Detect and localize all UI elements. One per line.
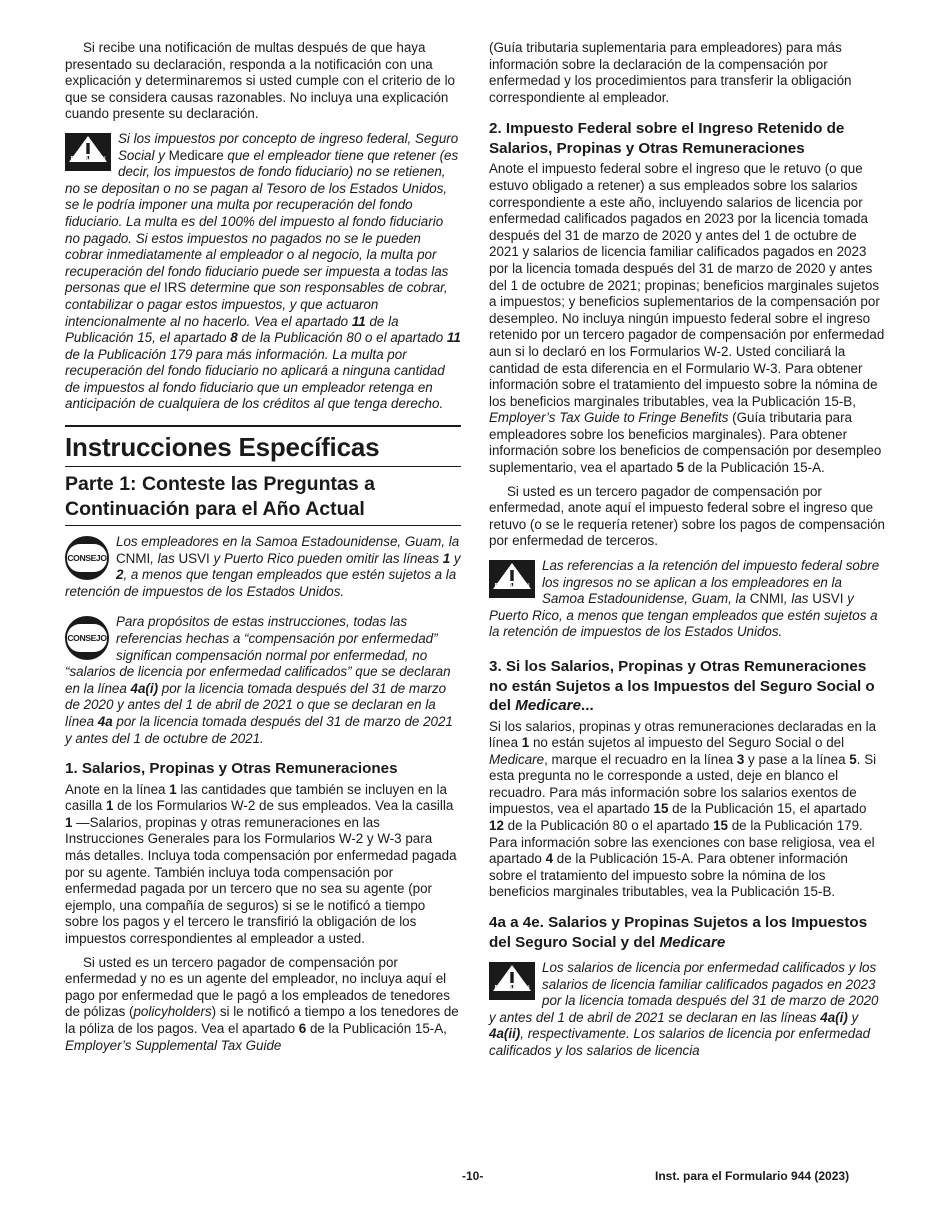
caution-note: PRECAUCIÓN Si los impuestos por concepto de ingreso federal, Seguro Social y Medicare que el empleador tiene que retener (es decir, los impuestos de fondo fiduciario) no se retienen, no se depositan o no se pagan al Tesoro de los Estados Unidos, se le podría imponer una multa por recuperación del fondo fiduciario. La multa es del 100% del impuesto al fondo fiduciario no pagado. Si estos impuestos no pagados no se le pueden cobrar inmediatamente al empleador o al negocio, la multa por recuperación del fondo fiduciario puede ser impuesta a todas las personas que el IRS determine que son responsables de cobrar, contabilizar o pagar estos impuestos, y que actuaron intencionalmente al no hacerlo. Vea el apartado 11 de la Publicación 15, el apartado 8 de la Publicación 80 o el apartado 11 de la Publicación 179 para más información. La multa por recuperación del fondo fiduciario no aplicará a ninguna cantidad de impuestos al fondo fiduciario que un empleador retenga en anticipación de cualquiera de los créditos al que tenga derecho. xyxy=(65,130,461,412)
caution-icon: PRECAUCIÓN xyxy=(489,560,535,598)
paragraph: Anote en la línea 1 las cantidades que también se incluyen en la casilla 1 de los Formularios W-2 de sus empleados. Vea la casilla 1 —Salarios, propinas y otras remuneraciones en las Instrucciones Generales para los Formularios W-2 y W-3 para más detalles. Incluya toda compensación por enfermedad pagada por su agente. También incluya toda compensación por enfermedad pagada por un tercero que no sea su agente (por ejemplo, una compañía de seguros) si se le notificó a tiempo sobre los pagos y el tercero le transfirió la obligación de los impuestos correspondientes al empleador a usted. xyxy=(65,781,457,947)
paragraph: Si usted es un tercero pagador de compensación por enfermedad y no es un agente del empleador, no incluya aquí el pago por enfermedad que le pagó a los empleados de tenedores de pólizas (policyholders) si le notificó a tiempo a los tenedores de la póliza de los pagos. Vea el apartado 6 de la Publicación 15-A, Employer’s Supplemental Tax Guide xyxy=(65,954,459,1053)
divider xyxy=(65,466,461,467)
paragraph: Anote el impuesto federal sobre el ingreso que le retuvo (o que estuvo obligado a retener) a sus empleados sobre los salarios correspondiente a este año, incluyendo salarios de licencia por enfermedad calificados pagados en 2023 por la licencia tomada después del 31 de marzo de 2020 y antes del 1 de octubre de 2021 y salarios de licencia familiar calificados pagados en 2023 por la licencia tomada después del 31 de marzo de 2020 y antes del 1 de octubre de 2021; propinas; beneficios marginales sujetos a impuestos; y beneficios suplementarios de la compensación por desempleo. No incluya ningún impuesto federal sobre el ingreso retenido por un tercero pagador de compensación por enfermedad aun si lo declaró en los Formularios W-2. Usted conciliará la cantidad de esta diferencia en el Formulario W-3. Para obtener información sobre el tratamiento del impuesto sobre la nómina de los beneficios marginales tributables, vea la Publicación 15-B, Employer’s Tax Guide to Fringe Benefits (Guía tributaria para empleadores sobre los beneficios marginales). Para obtener información sobre los beneficios de compensación por desempleo suplementario, vea el apartado 5 de la Publicación 15-A. xyxy=(489,161,885,476)
page-number: -10- xyxy=(462,1169,484,1183)
caution-note: PRECAUCIÓN Las referencias a la retención del impuesto federal sobre los ingresos no se aplican a los empleadores en la Samoa Estadounidense, Guam, la CNMI, las USVI y Puerto Rico, a menos que tengan empleados que estén sujetos a la retención de impuestos de los Estados Unidos. xyxy=(489,558,880,640)
line-heading: 1. Salarios, Propinas y Otras Remuneraciones xyxy=(65,760,398,778)
tip-note: CONSEJO Los empleadores en la Samoa Estadounidense, Guam, la CNMI, las USVI y Puerto Rico pueden omitir las líneas 1 y 2, a menos que tengan empleados que estén sujetos a la retención de impuestos de los Estados Unidos. xyxy=(65,534,461,599)
caution-icon: PRECAUCIÓN xyxy=(489,962,535,1000)
line-heading: 2. Impuesto Federal sobre el Ingreso Retenido de Salarios, Propinas y Otras Remuneraciones xyxy=(489,120,845,157)
tip-icon: CONSEJO xyxy=(65,616,109,660)
part-heading: Parte 1: Conteste las Preguntas a Continuación para el Año Actual xyxy=(65,473,375,521)
paragraph: Si recibe una notificación de multas después de que haya presentado su declaración, responda a la notificación con una explicación y determinaremos si usted cumple con el criterio de lo que se considera causas razonables. No incluya una explicación cuando presente su declaración. xyxy=(65,40,455,122)
right-column xyxy=(489,40,885,1066)
section-rule xyxy=(65,425,461,427)
paragraph: (Guía tributaria suplementaria para empleadores) para más información sobre la declaración de la compensación por enfermedad y los procedimientos para transferir la obligación correspondiente al empleador. xyxy=(489,40,852,105)
tip-note: CONSEJO Para propósitos de estas instrucciones, todas las referencias hechas a “compensación por enfermedad” significan compensación normal por enfermedad, no “salarios de licencia por enfermedad calificados” que se declaran en la línea 4a(i) por la licencia tomada después del 31 de marzo de 2020 y antes del 1 de abril de 2021 o que se declaran en la línea 4a por la licencia tomada después del 31 de marzo de 2021 y antes del 1 de octubre de 2021. xyxy=(65,614,453,746)
left-column xyxy=(65,40,461,1054)
section-title: Instrucciones Específicas xyxy=(65,432,380,463)
caution-icon: PRECAUCIÓN xyxy=(65,133,111,171)
paragraph: Si los salarios, propinas y otras remuneraciones declaradas en la línea 1 no están sujetos al impuesto del Seguro Social o del Medicare, marque el recuadro en la línea 3 y pase a la línea 5. Si esta pregunta no le corresponde a usted, deje en blanco el recuadro. Para más información sobre los salarios exentos de impuestos, vea el apartado 15 de la Publicación 15, el apartado 12 de la Publicación 80 o el apartado 15 de la Publicación 179. Para información sobre las exenciones con base religiosa, vea el apartado 4 de la Publicación 15-A. Para obtener información sobre el tratamiento del impuesto sobre la nómina de los beneficios marginales tributables, vea la Publicación 15-B. xyxy=(489,718,877,900)
line-heading: 3. Si los Salarios, Propinas y Otras Remuneraciones no están Sujetos a los Impuestos del Seguro Social o del Medicare... xyxy=(489,658,875,714)
line-heading: 4a a 4e. Salarios y Propinas Sujetos a los Impuestos del Seguro Social y del Medicare xyxy=(489,914,868,951)
caution-note: PRECAUCIÓN Los salarios de licencia por enfermedad calificados y los salarios de licencia familiar calificados pagados en 2023 por la licencia tomada después del 31 de marzo de 2020 y antes del 1 de abril de 2021 se declaran en las líneas 4a(i) y 4a(ii), respectivamente. Los salarios de licencia por enfermedad calificados y los salarios de licencia xyxy=(489,960,879,1058)
paragraph: Si usted es un tercero pagador de compensación por enfermedad, anote aquí el impuesto federal sobre el ingreso que retuvo (o se le requería retener) sobre los pagos de compensación por enfermedad de terceros. xyxy=(489,483,885,549)
divider xyxy=(65,525,461,526)
tip-icon: CONSEJO xyxy=(65,536,109,580)
form-reference: Inst. para el Formulario 944 (2023) xyxy=(655,1169,850,1183)
